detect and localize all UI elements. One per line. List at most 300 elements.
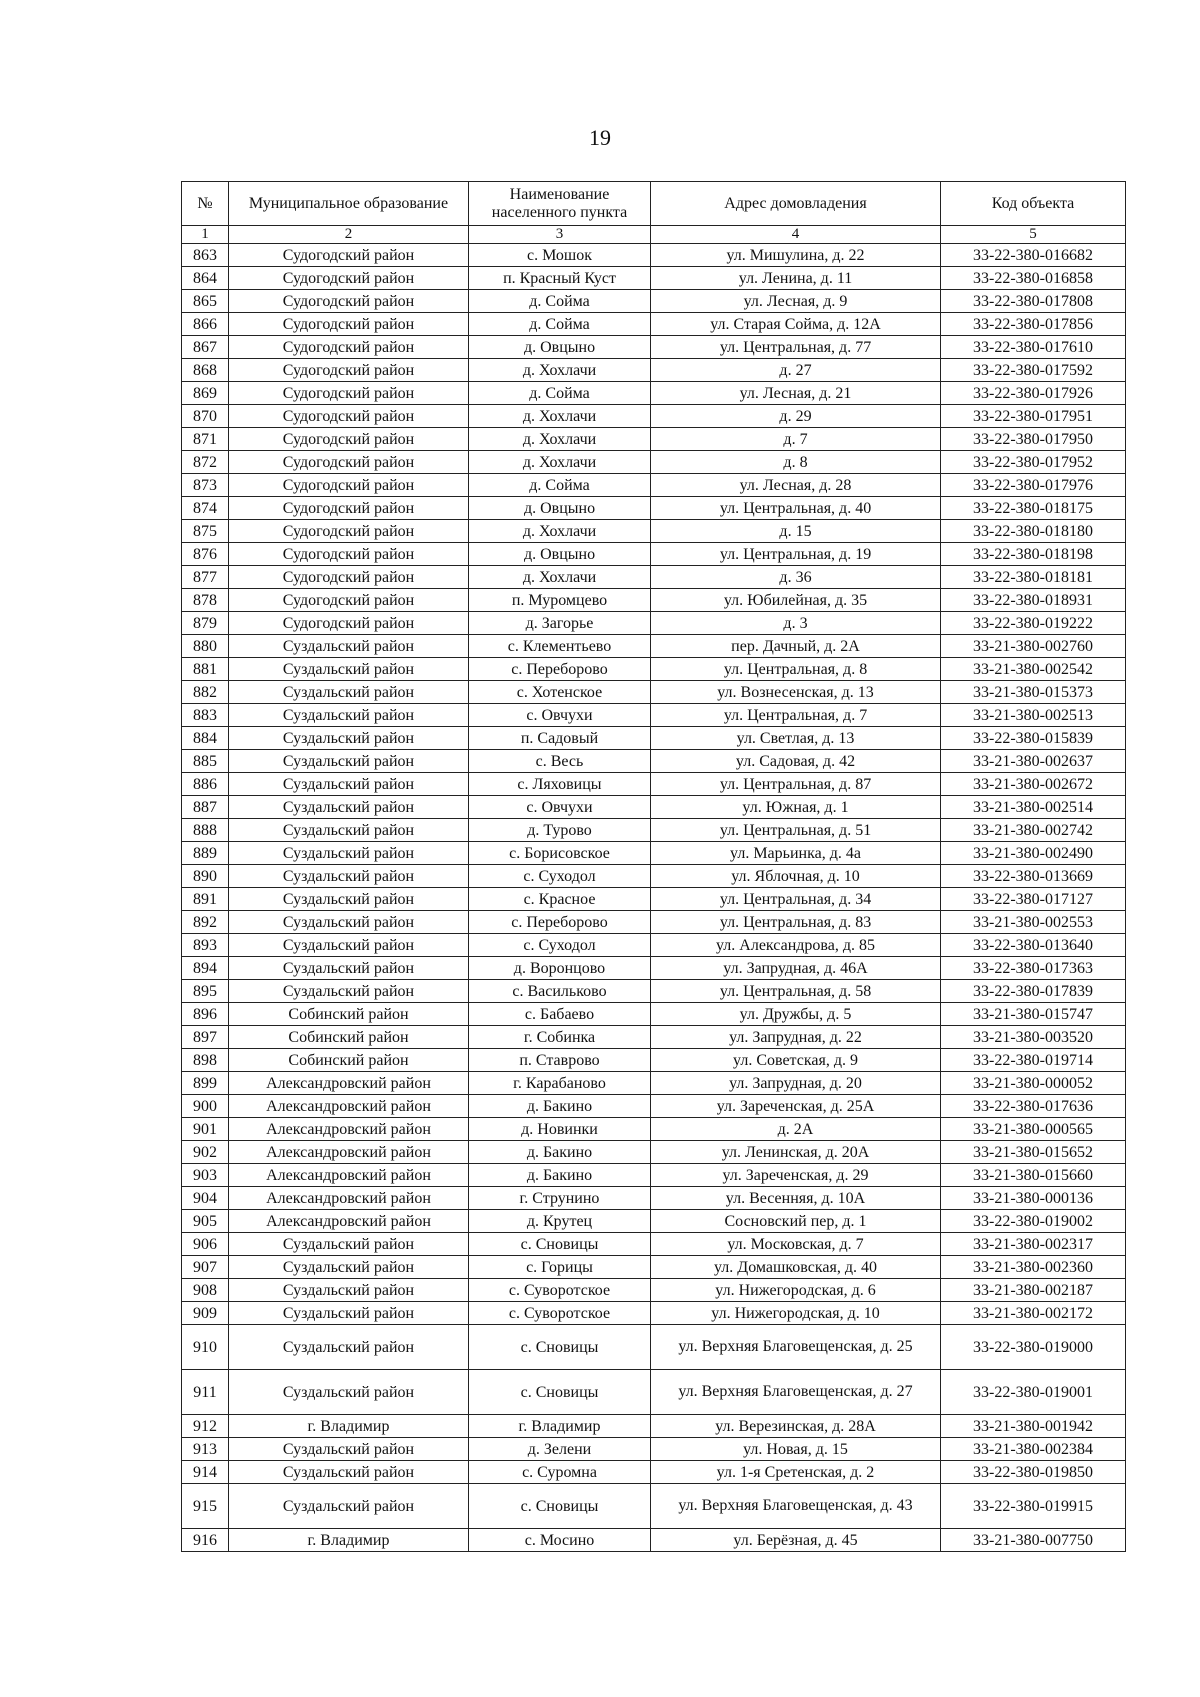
municipality-cell: Собинский район	[229, 1003, 469, 1026]
address-cell: ул. 1-я Сретенская, д. 2	[651, 1461, 941, 1484]
settlement-cell: д. Крутец	[469, 1210, 651, 1233]
page-number: 19	[589, 125, 611, 150]
municipality-cell: Суздальский район	[229, 704, 469, 727]
object-code-cell: 33-22-380-017636	[941, 1095, 1126, 1118]
settlement-cell: с. Суворотское	[469, 1302, 651, 1325]
settlement-cell: д. Новинки	[469, 1118, 651, 1141]
address-cell: ул. Центральная, д. 83	[651, 911, 941, 934]
municipality-cell: Суздальский район	[229, 888, 469, 911]
address-cell: ул. Центральная, д. 51	[651, 819, 941, 842]
table-row	[182, 842, 1126, 865]
row-number: 870	[182, 405, 229, 428]
table-row	[182, 957, 1126, 980]
settlement-cell: д. Хохлачи	[469, 359, 651, 382]
settlement-cell: с. Сновицы	[469, 1484, 651, 1529]
row-number: 914	[182, 1461, 229, 1484]
settlement-cell: с. Бабаево	[469, 1003, 651, 1026]
address-cell: ул. Мишулина, д. 22	[651, 244, 941, 267]
table-row	[182, 1370, 1126, 1415]
table-row	[182, 1529, 1126, 1552]
municipality-cell: Судогодский район	[229, 405, 469, 428]
address-cell: ул. Яблочная, д. 10	[651, 865, 941, 888]
address-cell: ул. Александрова, д. 85	[651, 934, 941, 957]
object-code-cell: 33-21-380-000565	[941, 1118, 1126, 1141]
settlement-cell: д. Бакино	[469, 1164, 651, 1187]
header-municipality: Муниципальное образование	[229, 182, 469, 226]
settlement-cell: д. Загорье	[469, 612, 651, 635]
object-code-cell: 33-22-380-019000	[941, 1325, 1126, 1370]
settlement-cell: г. Струнино	[469, 1187, 651, 1210]
table-row	[182, 474, 1126, 497]
settlement-cell: д. Овцыно	[469, 336, 651, 359]
table-row	[182, 589, 1126, 612]
address-cell: ул. Дружбы, д. 5	[651, 1003, 941, 1026]
address-cell: д. 29	[651, 405, 941, 428]
settlement-cell: с. Горицы	[469, 1256, 651, 1279]
table-row	[182, 750, 1126, 773]
address-cell: ул. Южная, д. 1	[651, 796, 941, 819]
settlement-cell: с. Сновицы	[469, 1325, 651, 1370]
settlement-cell: с. Сновицы	[469, 1370, 651, 1415]
row-number: 885	[182, 750, 229, 773]
municipality-cell: Суздальский район	[229, 1370, 469, 1415]
object-code-cell: 33-22-380-019915	[941, 1484, 1126, 1529]
row-number: 890	[182, 865, 229, 888]
row-number: 901	[182, 1118, 229, 1141]
row-number: 898	[182, 1049, 229, 1072]
row-number: 867	[182, 336, 229, 359]
object-code-cell: 33-21-380-015373	[941, 681, 1126, 704]
address-cell: ул. Новая, д. 15	[651, 1438, 941, 1461]
row-number: 911	[182, 1370, 229, 1415]
settlement-cell: с. Овчухи	[469, 796, 651, 819]
settlement-cell: д. Сойма	[469, 474, 651, 497]
table-row	[182, 934, 1126, 957]
address-cell: ул. Нижегородская, д. 10	[651, 1302, 941, 1325]
row-number: 891	[182, 888, 229, 911]
row-number: 907	[182, 1256, 229, 1279]
object-code-cell: 33-21-380-002360	[941, 1256, 1126, 1279]
municipality-cell: Суздальский район	[229, 911, 469, 934]
object-code-cell: 33-22-380-016682	[941, 244, 1126, 267]
address-cell: ул. Садовая, д. 42	[651, 750, 941, 773]
municipality-cell: Суздальский район	[229, 842, 469, 865]
settlement-cell: д. Овцыно	[469, 497, 651, 520]
municipality-cell: Судогодский район	[229, 520, 469, 543]
row-number: 912	[182, 1415, 229, 1438]
municipality-cell: Судогодский район	[229, 313, 469, 336]
object-code-cell: 33-21-380-002384	[941, 1438, 1126, 1461]
settlement-cell: д. Хохлачи	[469, 451, 651, 474]
table-row	[182, 1164, 1126, 1187]
object-code-cell: 33-22-380-019222	[941, 612, 1126, 635]
address-cell: ул. Лесная, д. 9	[651, 290, 941, 313]
object-code-cell: 33-22-380-017127	[941, 888, 1126, 911]
municipality-cell: Суздальский район	[229, 750, 469, 773]
municipality-cell: Суздальский район	[229, 957, 469, 980]
table-row	[182, 658, 1126, 681]
address-cell: ул. Ленина, д. 11	[651, 267, 941, 290]
object-code-cell: 33-21-380-002172	[941, 1302, 1126, 1325]
settlement-cell: с. Борисовское	[469, 842, 651, 865]
settlement-cell: с. Овчухи	[469, 704, 651, 727]
municipality-cell: Александровский район	[229, 1164, 469, 1187]
object-code-cell: 33-22-380-018931	[941, 589, 1126, 612]
address-cell: ул. Вознесенская, д. 13	[651, 681, 941, 704]
settlement-cell: с. Сновицы	[469, 1233, 651, 1256]
row-number: 902	[182, 1141, 229, 1164]
table-row	[182, 1141, 1126, 1164]
table-row	[182, 681, 1126, 704]
row-number: 904	[182, 1187, 229, 1210]
table-row	[182, 520, 1126, 543]
header-number: №	[182, 182, 229, 226]
object-code-cell: 33-22-380-017808	[941, 290, 1126, 313]
table-row	[182, 382, 1126, 405]
municipality-cell: Суздальский район	[229, 1438, 469, 1461]
table-row	[182, 796, 1126, 819]
municipality-cell: Судогодский район	[229, 589, 469, 612]
object-code-cell: 33-21-380-002742	[941, 819, 1126, 842]
municipality-cell: Александровский район	[229, 1210, 469, 1233]
object-code-cell: 33-22-380-019002	[941, 1210, 1126, 1233]
header-address: Адрес домовладения	[651, 182, 941, 226]
object-code-cell: 33-22-380-018198	[941, 543, 1126, 566]
settlement-cell: с. Суворотское	[469, 1279, 651, 1302]
address-cell: ул. Зареченская, д. 25А	[651, 1095, 941, 1118]
address-cell: ул. Светлая, д. 13	[651, 727, 941, 750]
object-code-cell: 33-22-380-017592	[941, 359, 1126, 382]
municipality-cell: Суздальский район	[229, 1279, 469, 1302]
column-number: 1	[182, 226, 229, 244]
address-cell: д. 36	[651, 566, 941, 589]
table-row	[182, 1256, 1126, 1279]
object-code-cell: 33-22-380-017952	[941, 451, 1126, 474]
object-code-cell: 33-22-380-016858	[941, 267, 1126, 290]
address-cell: ул. Центральная, д. 7	[651, 704, 941, 727]
settlement-cell: г. Карабаново	[469, 1072, 651, 1095]
municipality-cell: Александровский район	[229, 1095, 469, 1118]
row-number: 882	[182, 681, 229, 704]
row-number: 896	[182, 1003, 229, 1026]
settlement-cell: с. Весь	[469, 750, 651, 773]
address-cell: ул. Верезинская, д. 28А	[651, 1415, 941, 1438]
object-code-cell: 33-21-380-000136	[941, 1187, 1126, 1210]
object-code-cell: 33-21-380-015652	[941, 1141, 1126, 1164]
row-number: 866	[182, 313, 229, 336]
address-cell: ул. Нижегородская, д. 6	[651, 1279, 941, 1302]
settlement-cell: с. Клементьево	[469, 635, 651, 658]
address-cell: ул. Центральная, д. 19	[651, 543, 941, 566]
municipality-cell: Судогодский район	[229, 474, 469, 497]
table-header-row	[182, 182, 1126, 226]
municipality-cell: Суздальский район	[229, 819, 469, 842]
settlement-cell: с. Красное	[469, 888, 651, 911]
address-cell: ул. Верхняя Благовещенская, д. 43	[651, 1484, 941, 1529]
municipality-cell: Судогодский район	[229, 290, 469, 313]
table-row	[182, 428, 1126, 451]
table-row	[182, 1302, 1126, 1325]
table-row	[182, 612, 1126, 635]
object-code-cell: 33-22-380-017976	[941, 474, 1126, 497]
municipality-cell: Александровский район	[229, 1187, 469, 1210]
row-number: 887	[182, 796, 229, 819]
address-cell: ул. Берёзная, д. 45	[651, 1529, 941, 1552]
object-code-cell: 33-22-380-019714	[941, 1049, 1126, 1072]
municipality-cell: Суздальский район	[229, 980, 469, 1003]
settlement-cell: д. Сойма	[469, 290, 651, 313]
settlement-cell: д. Зелени	[469, 1438, 651, 1461]
settlement-cell: п. Ставрово	[469, 1049, 651, 1072]
row-number: 863	[182, 244, 229, 267]
settlement-cell: п. Муромцево	[469, 589, 651, 612]
municipality-cell: Судогодский район	[229, 497, 469, 520]
address-cell: ул. Центральная, д. 8	[651, 658, 941, 681]
row-number: 879	[182, 612, 229, 635]
object-code-cell: 33-22-380-018181	[941, 566, 1126, 589]
address-cell: ул. Запрудная, д. 46А	[651, 957, 941, 980]
object-code-cell: 33-21-380-002513	[941, 704, 1126, 727]
settlement-cell: с. Хотенское	[469, 681, 651, 704]
row-number: 889	[182, 842, 229, 865]
municipality-cell: Суздальский район	[229, 658, 469, 681]
object-code-cell: 33-22-380-019850	[941, 1461, 1126, 1484]
address-cell: ул. Запрудная, д. 20	[651, 1072, 941, 1095]
municipality-cell: Суздальский район	[229, 1256, 469, 1279]
object-code-cell: 33-21-380-001942	[941, 1415, 1126, 1438]
object-code-cell: 33-21-380-000052	[941, 1072, 1126, 1095]
municipality-cell: Суздальский район	[229, 1325, 469, 1370]
table-row	[182, 290, 1126, 313]
municipality-cell: Суздальский район	[229, 727, 469, 750]
municipality-cell: Суздальский район	[229, 681, 469, 704]
settlement-cell: д. Сойма	[469, 382, 651, 405]
table-row	[182, 1072, 1126, 1095]
object-code-cell: 33-22-380-017951	[941, 405, 1126, 428]
table-row	[182, 359, 1126, 382]
municipality-cell: Собинский район	[229, 1049, 469, 1072]
row-number: 888	[182, 819, 229, 842]
table-row	[182, 405, 1126, 428]
table-row	[182, 1325, 1126, 1370]
table-row	[182, 1049, 1126, 1072]
municipality-cell: Собинский район	[229, 1026, 469, 1049]
table-row	[182, 267, 1126, 290]
settlement-cell: с. Васильково	[469, 980, 651, 1003]
settlement-cell: д. Хохлачи	[469, 405, 651, 428]
address-cell: д. 2А	[651, 1118, 941, 1141]
row-number: 873	[182, 474, 229, 497]
column-number: 5	[941, 226, 1126, 244]
registry-table	[181, 181, 1126, 1552]
address-cell: ул. Старая Сойма, д. 12А	[651, 313, 941, 336]
object-code-cell: 33-22-380-017610	[941, 336, 1126, 359]
row-number: 908	[182, 1279, 229, 1302]
table-row	[182, 1279, 1126, 1302]
settlement-cell: д. Бакино	[469, 1141, 651, 1164]
address-cell: д. 27	[651, 359, 941, 382]
municipality-cell: Суздальский район	[229, 1233, 469, 1256]
row-number: 878	[182, 589, 229, 612]
object-code-cell: 33-21-380-002542	[941, 658, 1126, 681]
address-cell: ул. Зареченская, д. 29	[651, 1164, 941, 1187]
municipality-cell: Суздальский район	[229, 635, 469, 658]
column-number: 2	[229, 226, 469, 244]
settlement-cell: д. Бакино	[469, 1095, 651, 1118]
settlement-cell: д. Сойма	[469, 313, 651, 336]
address-cell: ул. Домашковская, д. 40	[651, 1256, 941, 1279]
object-code-cell: 33-21-380-002187	[941, 1279, 1126, 1302]
object-code-cell: 33-22-380-017363	[941, 957, 1126, 980]
address-cell: ул. Центральная, д. 87	[651, 773, 941, 796]
municipality-cell: Суздальский район	[229, 1461, 469, 1484]
row-number: 903	[182, 1164, 229, 1187]
address-cell: ул. Верхняя Благовещенская, д. 25	[651, 1325, 941, 1370]
row-number: 883	[182, 704, 229, 727]
municipality-cell: Суздальский район	[229, 1484, 469, 1529]
address-cell: ул. Лесная, д. 21	[651, 382, 941, 405]
header-object-code: Код объекта	[941, 182, 1126, 226]
municipality-cell: Судогодский район	[229, 267, 469, 290]
column-number: 4	[651, 226, 941, 244]
table-row	[182, 1438, 1126, 1461]
row-number: 868	[182, 359, 229, 382]
municipality-cell: Судогодский район	[229, 244, 469, 267]
address-cell: д. 8	[651, 451, 941, 474]
object-code-cell: 33-22-380-013669	[941, 865, 1126, 888]
table-row	[182, 1461, 1126, 1484]
table-row	[182, 1187, 1126, 1210]
table-row	[182, 1095, 1126, 1118]
address-cell: ул. Центральная, д. 58	[651, 980, 941, 1003]
settlement-cell: с. Переборово	[469, 911, 651, 934]
municipality-cell: г. Владимир	[229, 1415, 469, 1438]
address-cell: ул. Запрудная, д. 22	[651, 1026, 941, 1049]
settlement-cell: д. Хохлачи	[469, 520, 651, 543]
table-row	[182, 865, 1126, 888]
row-number: 900	[182, 1095, 229, 1118]
row-number: 881	[182, 658, 229, 681]
row-number: 892	[182, 911, 229, 934]
settlement-cell: д. Воронцово	[469, 957, 651, 980]
table-row	[182, 911, 1126, 934]
table-row	[182, 1118, 1126, 1141]
address-cell: ул. Советская, д. 9	[651, 1049, 941, 1072]
address-cell: д. 7	[651, 428, 941, 451]
settlement-cell: д. Хохлачи	[469, 566, 651, 589]
table-row	[182, 1484, 1126, 1529]
settlement-cell: д. Турово	[469, 819, 651, 842]
table-row	[182, 566, 1126, 589]
municipality-cell: Судогодский район	[229, 612, 469, 635]
municipality-cell: Судогодский район	[229, 359, 469, 382]
object-code-cell: 33-21-380-002553	[941, 911, 1126, 934]
row-number: 915	[182, 1484, 229, 1529]
settlement-cell: с. Суходол	[469, 934, 651, 957]
row-number: 880	[182, 635, 229, 658]
table-row	[182, 1003, 1126, 1026]
row-number: 874	[182, 497, 229, 520]
address-cell: ул. Центральная, д. 40	[651, 497, 941, 520]
settlement-cell: п. Красный Куст	[469, 267, 651, 290]
table-row	[182, 773, 1126, 796]
settlement-cell: с. Мошок	[469, 244, 651, 267]
settlement-cell: д. Хохлачи	[469, 428, 651, 451]
object-code-cell: 33-21-380-015660	[941, 1164, 1126, 1187]
object-code-cell: 33-22-380-018175	[941, 497, 1126, 520]
table-row	[182, 543, 1126, 566]
row-number: 872	[182, 451, 229, 474]
object-code-cell: 33-22-380-019001	[941, 1370, 1126, 1415]
object-code-cell: 33-21-380-002317	[941, 1233, 1126, 1256]
settlement-cell: с. Ляховицы	[469, 773, 651, 796]
municipality-cell: г. Владимир	[229, 1529, 469, 1552]
row-number: 916	[182, 1529, 229, 1552]
object-code-cell: 33-21-380-002760	[941, 635, 1126, 658]
table-row	[182, 980, 1126, 1003]
settlement-cell: п. Садовый	[469, 727, 651, 750]
table-row	[182, 451, 1126, 474]
municipality-cell: Александровский район	[229, 1072, 469, 1095]
row-number: 897	[182, 1026, 229, 1049]
table-row	[182, 336, 1126, 359]
row-number: 865	[182, 290, 229, 313]
row-number: 876	[182, 543, 229, 566]
row-number: 909	[182, 1302, 229, 1325]
municipality-cell: Александровский район	[229, 1141, 469, 1164]
row-number: 869	[182, 382, 229, 405]
object-code-cell: 33-22-380-015839	[941, 727, 1126, 750]
table-row	[182, 1233, 1126, 1256]
object-code-cell: 33-22-380-017856	[941, 313, 1126, 336]
address-cell: ул. Ленинская, д. 20А	[651, 1141, 941, 1164]
object-code-cell: 33-21-380-002514	[941, 796, 1126, 819]
table-row	[182, 727, 1126, 750]
object-code-cell: 33-21-380-002672	[941, 773, 1126, 796]
table-row	[182, 1210, 1126, 1233]
table-row	[182, 704, 1126, 727]
address-cell: д. 15	[651, 520, 941, 543]
address-cell: ул. Центральная, д. 77	[651, 336, 941, 359]
row-number: 905	[182, 1210, 229, 1233]
row-number: 894	[182, 957, 229, 980]
object-code-cell: 33-22-380-017839	[941, 980, 1126, 1003]
row-number: 910	[182, 1325, 229, 1370]
row-number: 893	[182, 934, 229, 957]
object-code-cell: 33-22-380-018180	[941, 520, 1126, 543]
address-cell: д. 3	[651, 612, 941, 635]
row-number: 877	[182, 566, 229, 589]
municipality-cell: Судогодский район	[229, 336, 469, 359]
object-code-cell: 33-21-380-002637	[941, 750, 1126, 773]
object-code-cell: 33-21-380-003520	[941, 1026, 1126, 1049]
address-cell: ул. Лесная, д. 28	[651, 474, 941, 497]
table-row	[182, 497, 1126, 520]
address-cell: Сосновский пер, д. 1	[651, 1210, 941, 1233]
municipality-cell: Судогодский район	[229, 543, 469, 566]
table-row	[182, 244, 1126, 267]
settlement-cell: г. Собинка	[469, 1026, 651, 1049]
municipality-cell: Судогодский район	[229, 382, 469, 405]
municipality-cell: Суздальский район	[229, 773, 469, 796]
object-code-cell: 33-22-380-017950	[941, 428, 1126, 451]
row-number: 884	[182, 727, 229, 750]
object-code-cell: 33-21-380-002490	[941, 842, 1126, 865]
table-body	[182, 244, 1126, 1552]
municipality-cell: Александровский район	[229, 1118, 469, 1141]
address-cell: ул. Верхняя Благовещенская, д. 27	[651, 1370, 941, 1415]
municipality-cell: Судогодский район	[229, 451, 469, 474]
